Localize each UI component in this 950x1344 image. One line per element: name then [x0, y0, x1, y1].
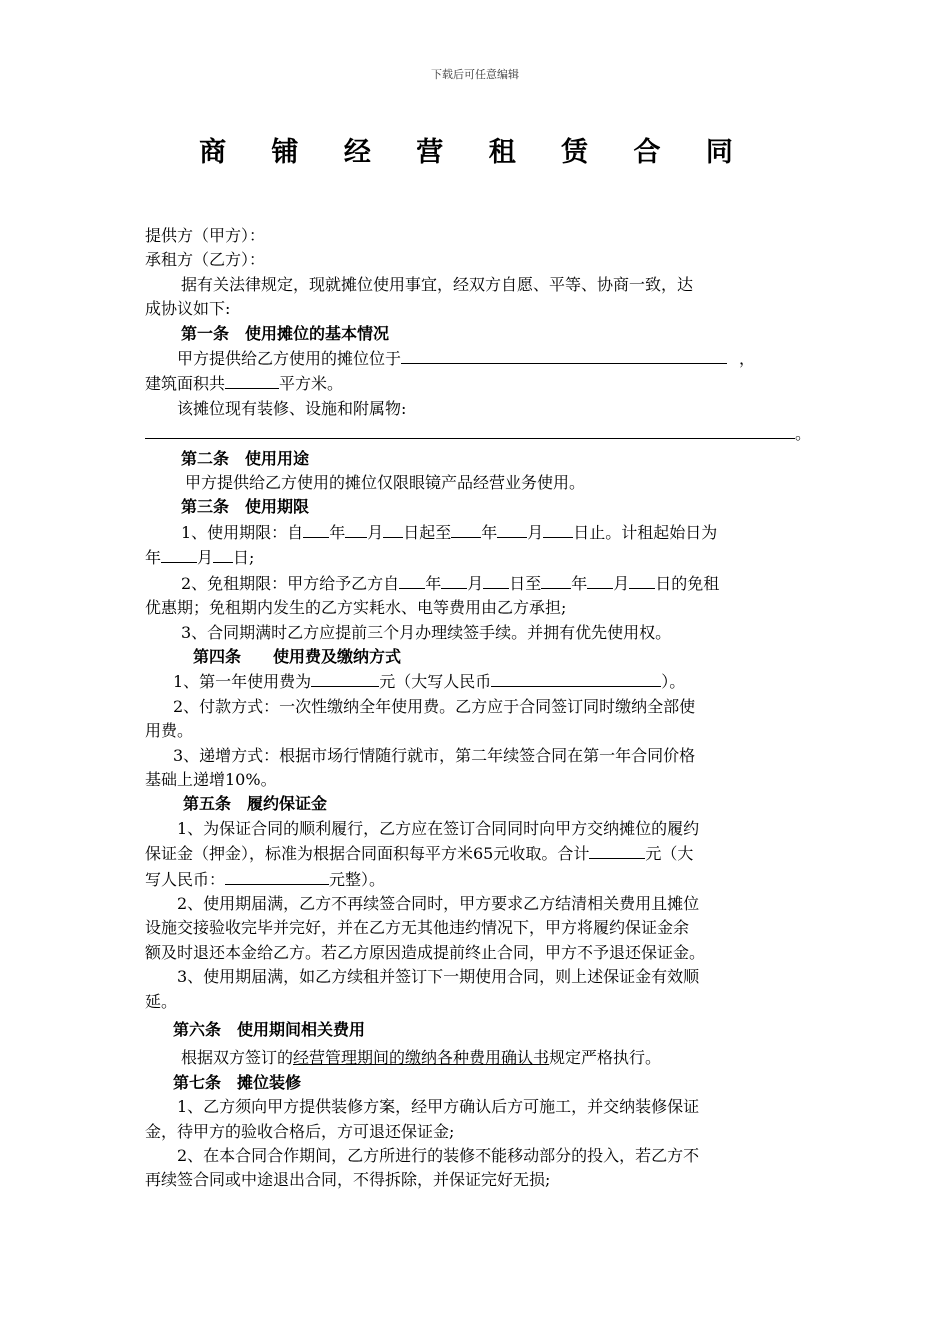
deposit-blank [589, 841, 645, 859]
article-2-heading: 第二条 使用用途 [181, 448, 310, 468]
text: 规定严格执行。 [549, 1048, 662, 1068]
year-blank [541, 571, 571, 589]
article-5-heading: 第五条 履约保证金 [183, 794, 328, 814]
article-3-item-3: 3、合同期满时乙方应提前三个月办理续签手续。并拥有优先使用权。 [181, 622, 672, 642]
text: 日止。计租起始日为 [573, 522, 718, 542]
article-3-item-1 [145, 520, 807, 545]
area-label: 建筑面积共 [145, 374, 226, 394]
article-1-location-line [145, 346, 807, 371]
month-blank [441, 571, 467, 589]
article-2-line: 甲方提供给乙方使用的摊位仅限眼镜产品经营业务使用。 [185, 473, 586, 493]
article-1-facilities-blank-line [145, 421, 812, 446]
text: 保证金（押金），标准为根据合同面积每平方米65元收取。合计 [145, 844, 590, 864]
text: 月 [613, 573, 630, 593]
article-3-heading: 第三条 使用期限 [181, 497, 310, 517]
article-3-item-2 [145, 571, 807, 596]
month-blank [587, 571, 613, 589]
text: 日; [233, 548, 255, 568]
text: 元（大 [645, 844, 694, 864]
comma: ， [739, 349, 756, 369]
text: 元（大写人民币 [379, 672, 492, 692]
article-3-item-2-cont: 优惠期；免租期内发生的乙方实耗水、电等费用由乙方承担; [145, 598, 567, 618]
year-blank [303, 520, 329, 538]
article-1-area-line [145, 371, 807, 396]
party-a-line: 提供方（甲方）： [145, 226, 266, 245]
text: 根据双方签订的 [181, 1048, 294, 1068]
location-blank [401, 346, 727, 364]
document-title: 商 铺 经 营 租 赁 合 同 [199, 137, 751, 168]
text: 年 [145, 548, 162, 568]
article-4-item-2: 2、付款方式：一次性缴纳全年使用费。乙方应于合同签订同时缴纳全部使 [173, 696, 696, 716]
day-blank [543, 520, 573, 538]
article-3-item-1-cont [145, 545, 807, 570]
article-7-item-2: 2、在本合同合作期间，乙方所进行的装修不能移动部分的投入，若乙方不 [177, 1146, 700, 1166]
text: 元整）。 [329, 869, 386, 889]
header-note: 下载后可任意编辑 [431, 68, 519, 81]
text: 月 [527, 522, 544, 542]
article-6-line [145, 1046, 807, 1070]
contract-body [145, 224, 812, 1193]
text: 日的免租 [655, 573, 720, 593]
text: 年 [425, 573, 442, 593]
text: 年 [329, 522, 346, 542]
article-4-heading: 第四条 使用费及缴纳方式 [193, 646, 402, 666]
text: 日至 [509, 573, 542, 593]
day-blank [213, 545, 233, 563]
text: 1、使用期限：自 [181, 522, 304, 542]
article-7-item-1: 1、乙方须向甲方提供装修方案，经甲方确认后方可施工，并交纳装修保证 [177, 1097, 700, 1117]
text: 年 [481, 522, 498, 542]
area-unit: 平方米。 [279, 374, 344, 394]
fee-words-blank [491, 669, 661, 687]
article-4-item-1 [145, 669, 807, 694]
text: ）。 [661, 672, 686, 692]
article-6-heading: 第六条 使用期间相关费用 [173, 1020, 366, 1039]
location-label: 甲方提供给乙方使用的摊位位于 [177, 349, 402, 369]
article-1-heading: 第一条 使用摊位的基本情况 [181, 323, 390, 343]
deposit-words-blank [225, 867, 329, 885]
text: 日起至 [403, 522, 452, 542]
article-1-facilities-line: 该摊位现有装修、设施和附属物: [177, 398, 407, 418]
text: 月 [467, 573, 484, 593]
article-5-item-3: 3、使用期届满，如乙方续租并签订下一期使用合同，则上述保证金有效顺 [177, 967, 700, 987]
day-blank [383, 520, 403, 538]
text: 月 [197, 548, 214, 568]
article-5-item-1-cont [145, 841, 807, 866]
period: 。 [795, 424, 812, 444]
text: 1、第一年使用费为 [173, 672, 312, 692]
facilities-blank [145, 421, 795, 439]
text: 写人民币： [145, 869, 226, 889]
year-blank [399, 571, 425, 589]
article-5-item-2-cont: 设施交接验收完毕并完好，并在乙方无其他违约情况下，甲方将履约保证金余 [145, 918, 690, 938]
article-7-item-2-cont: 再续签合同或中途退出合同，不得拆除，并保证完好无损; [145, 1170, 551, 1190]
article-5-item-3-cont: 延。 [145, 991, 178, 1011]
area-blank [225, 371, 279, 389]
article-5-item-2-cont2: 额及时退还本金给乙方。若乙方原因造成提前终止合同，甲方不予退还保证金。 [145, 942, 706, 962]
intro-line-1: 据有关法律规定，现就摊位使用事宜，经双方自愿、平等、协商一致，达 [181, 274, 694, 294]
party-b-line: 承租方（乙方）： [145, 250, 266, 270]
day-blank [629, 571, 655, 589]
article-7-heading: 第七条 摊位装修 [173, 1072, 302, 1092]
year-blank [161, 545, 197, 563]
article-4-item-3: 3、递增方式：根据市场行情随行就市，第二年续签合同在第一年合同价格 [173, 745, 696, 765]
day-blank [483, 571, 509, 589]
article-7-item-1-cont: 金，待甲方的验收合格后，方可退还保证金; [145, 1121, 455, 1141]
text: 2、免租期限：甲方给予乙方自 [181, 573, 400, 593]
article-5-item-1: 1、为保证合同的顺利履行，乙方应在签订合同同时向甲方交纳摊位的履约 [177, 818, 700, 838]
article-4-item-2-cont: 用费。 [145, 721, 194, 741]
article-4-item-3-cont: 基础上递增10%。 [145, 769, 277, 789]
text: 月 [367, 522, 384, 542]
fee-blank [311, 669, 379, 687]
article-5-item-2: 2、使用期届满，乙方不再续签合同时，甲方要求乙方结清相关费用且摊位 [177, 893, 700, 913]
fee-confirmation-reference: 经营管理期间的缴纳各种费用确认书 [293, 1048, 550, 1068]
intro-line-2: 成协议如下: [145, 299, 231, 319]
month-blank [497, 520, 527, 538]
year-blank [451, 520, 481, 538]
text: 年 [571, 573, 588, 593]
month-blank [345, 520, 367, 538]
article-5-item-1-cont2 [145, 867, 807, 892]
